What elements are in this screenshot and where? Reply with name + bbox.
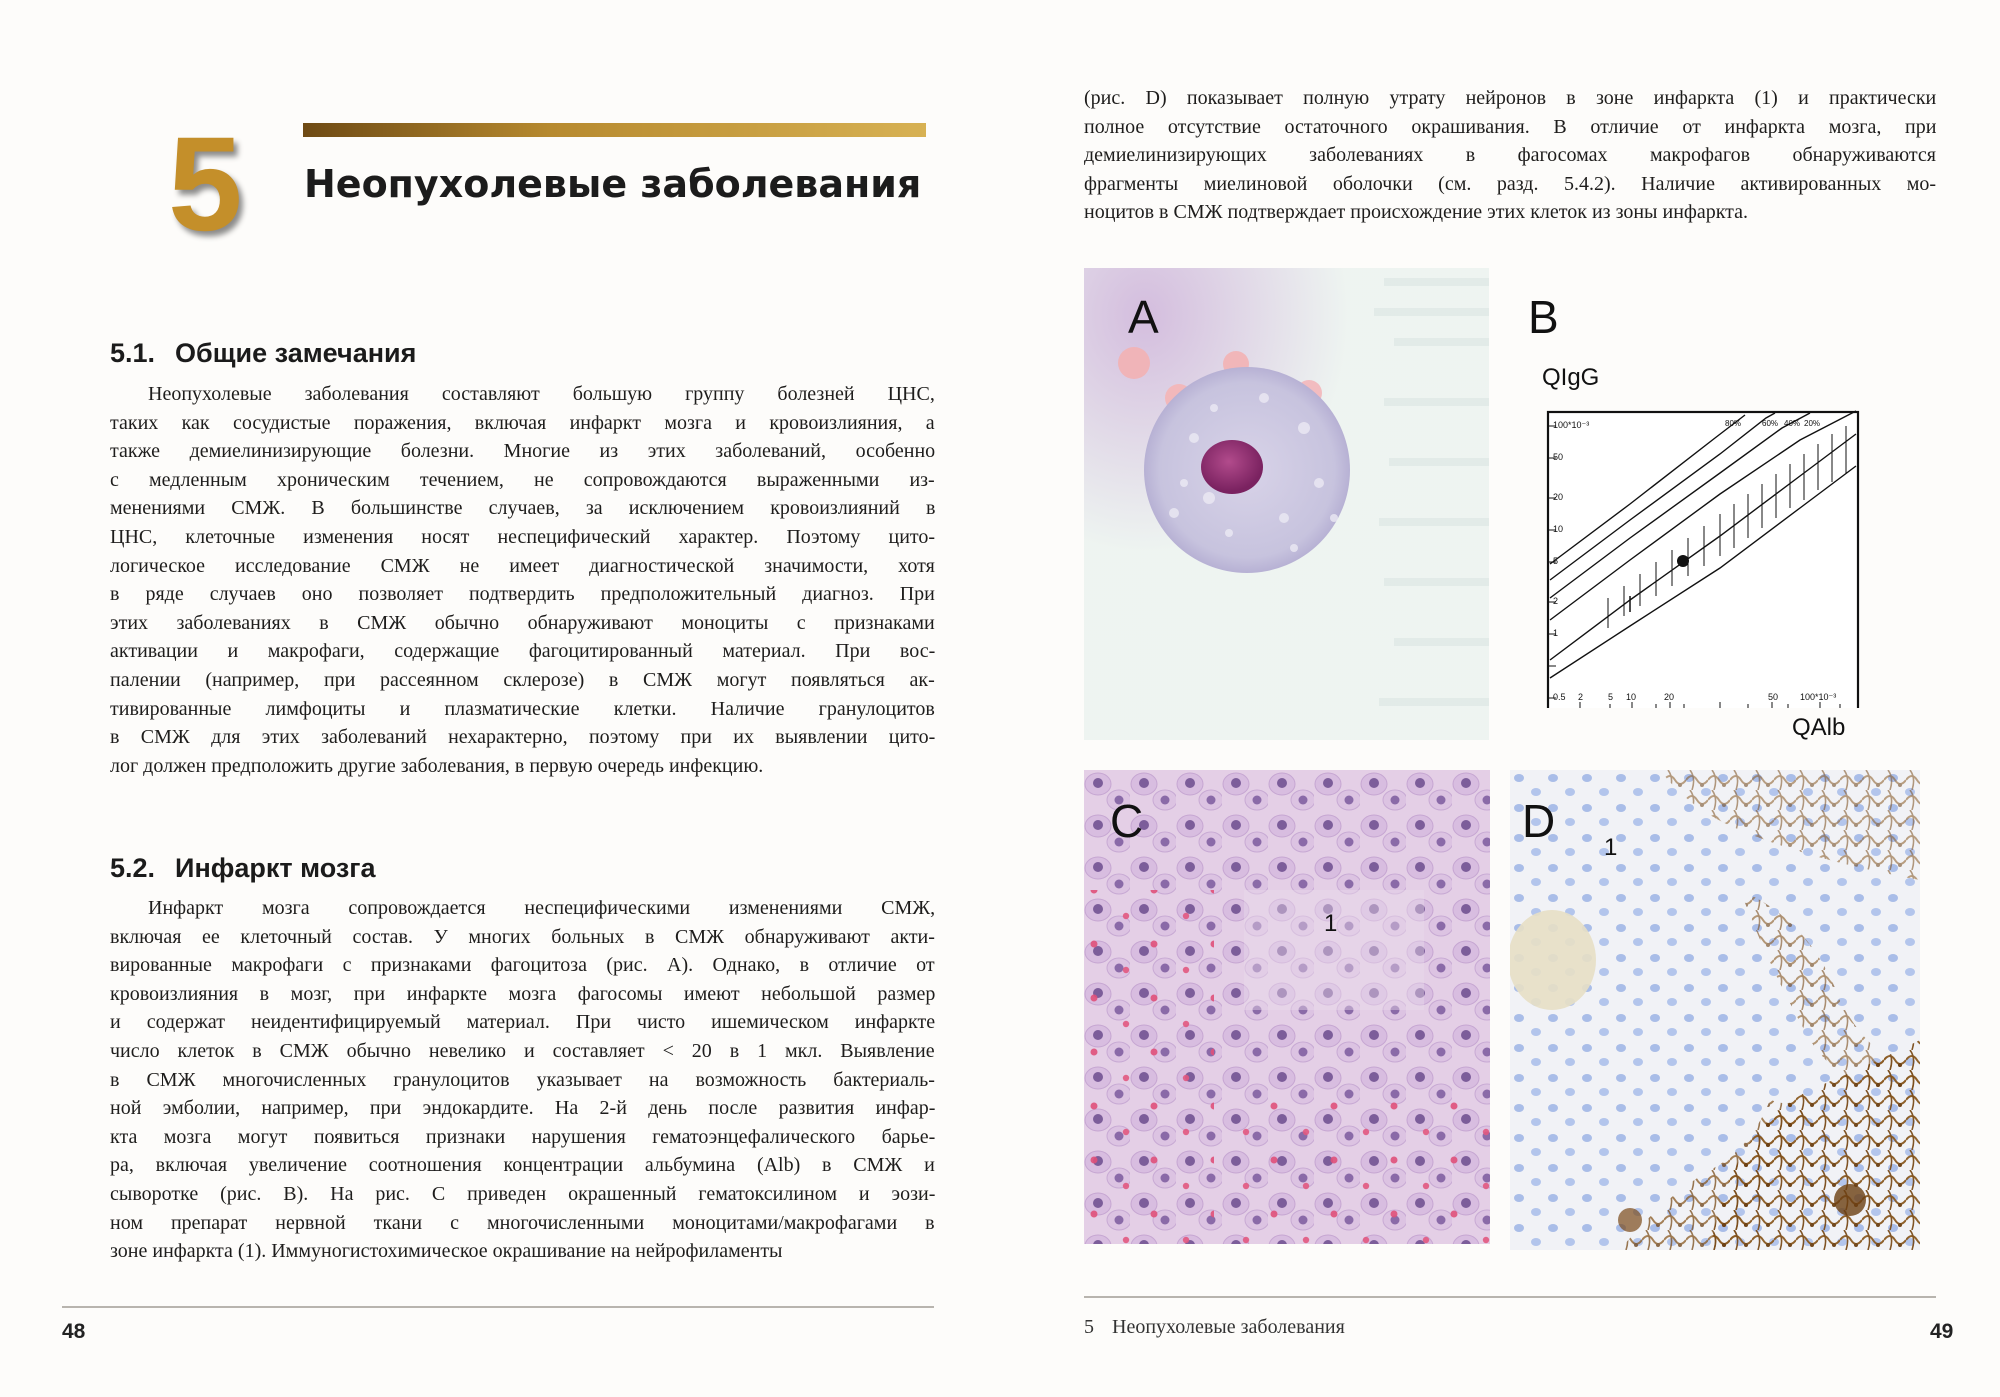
curve-label: 80%	[1725, 419, 1742, 428]
panel-letter: A	[1128, 291, 1159, 343]
page-number: 48	[62, 1320, 86, 1343]
curve-label: 20%	[1804, 419, 1821, 428]
right-page	[1000, 0, 2000, 1397]
x-tick-label: 20	[1664, 692, 1675, 702]
y-tick-label: 1	[1553, 628, 1559, 638]
text-line: палении (например, при рассеянном склерозе) в СМЖ могут появляться ак-	[110, 669, 935, 691]
section-heading-5-1	[110, 338, 416, 369]
text-line: сыворотке (рис. В). На рис. С приведен окрашенный гематоксилином и эози-	[110, 1183, 936, 1205]
text-line: лог должен предположить другие заболевания, в первую очередь инфекцию.	[110, 754, 764, 777]
section-number: 5.1.	[110, 338, 156, 368]
section-title: Общие замечания	[175, 338, 417, 368]
x-tick-label: 5	[1608, 692, 1614, 702]
running-head-number: 5	[1084, 1316, 1094, 1338]
he-histology-micrograph	[1084, 770, 1490, 1244]
x-tick-label: 10	[1626, 692, 1637, 702]
text-line: вированные макрофаги с признаками фагоцитоза (рис. А). Однако, в отличие от	[110, 954, 935, 977]
y-tick-label: 5	[1553, 556, 1559, 566]
section-heading-5-2	[110, 853, 376, 884]
text-line: включая ее клеточный состав. У многих больных в СМЖ обнаруживают акти-	[110, 925, 935, 948]
text-line: менениями СМЖ. В большинстве случаев, за исключением кровоизлияний в	[110, 497, 936, 520]
text-line: активации и макрофаги, содержащие фагоцитированный материал. При вос-	[110, 640, 936, 663]
reibergram-chart	[1520, 268, 1920, 708]
text-line: логическое исследование СМЖ не имеет диагностической значимости, хотя	[110, 554, 935, 577]
text-line: полное отсутствие остаточного окрашивания. В отличие от инфаркта мозга, при	[1084, 115, 1937, 138]
curve-label: 40%	[1784, 419, 1801, 428]
text-line: зоне инфаркта (1). Иммуногистохимическое окрашивание на нейрофиламенты	[110, 1240, 783, 1263]
text-line: ной эмболии, например, при эндокардите. На 2-й день после развития инфар-	[110, 1097, 936, 1120]
footer-rule	[62, 1306, 934, 1308]
y-tick-label: 10	[1553, 524, 1564, 534]
text-line: тивированные лимфоциты и плазматические клетки. Наличие гранулоцитов	[110, 697, 935, 720]
text-line: число клеток в СМЖ обычно невелико и составляет < 20 в 1 мкл. Выявление	[110, 1040, 935, 1062]
section-title: Инфаркт мозга	[175, 853, 376, 883]
text-line: ра, включая увеличение соотношения концентрации альбумина (Alb) в СМЖ и	[110, 1154, 935, 1177]
y-axis-label: QIgG	[1542, 364, 1600, 391]
chapter-header-bar	[303, 123, 926, 137]
figure-panel-d	[1510, 770, 1920, 1250]
text-line: Неопухолевые заболевания составляют большую группу болезней ЦНС,	[148, 383, 935, 405]
figure-panel-c	[1084, 770, 1490, 1244]
section-number: 5.2.	[110, 853, 156, 883]
ihc-neurofilament-micrograph	[1510, 770, 1920, 1250]
x-tick-label: 100*10⁻³	[1800, 692, 1837, 702]
y-tick-label: 2	[1553, 596, 1559, 606]
y-tick-label: 100*10⁻³	[1553, 420, 1590, 430]
running-head	[1084, 1316, 1345, 1339]
panel-letter: B	[1528, 291, 1559, 343]
x-tick-label: 50	[1768, 692, 1779, 702]
text-line: и содержат неидентифицируемый материал. При чисто ишемическом инфаркте	[110, 1011, 936, 1034]
text-line: демиелинизирующих заболеваниях в фагосомах макрофагов обнаруживаются	[1084, 144, 1936, 167]
panel-letter: C	[1110, 795, 1144, 847]
chapter-number: 5	[168, 110, 243, 259]
text-line: кта мозга могут появиться признаки нарушения гематоэнцефалического барье-	[110, 1125, 936, 1148]
patient-data-point	[1677, 555, 1689, 567]
text-line: ЦНС, клеточные изменения носят неспецифический характер. Поэтому цито-	[110, 526, 936, 548]
text-line: ноцитов в СМЖ подтверждает происхождение этих клеток из зоны инфаркта.	[1084, 201, 1749, 224]
text-line: в СМЖ для этих заболеваний нехарактерно, поэтому при их выявлении цито-	[110, 726, 936, 749]
infarct-zone-marker: 1	[1324, 910, 1338, 937]
text-line: также демиелинизирующие болезни. Многие из этих заболеваний, особенно	[110, 440, 936, 463]
figure-panel-b	[1520, 268, 1920, 740]
text-line: таких как сосудистые поражения, включая инфаркт мозга и кровоизлияния, а	[110, 411, 935, 434]
text-line: в ряде случаев оно позволяет подтвердить предположительный диагноз. При	[110, 583, 935, 606]
running-head-title: Неопухолевые заболевания	[1112, 1316, 1345, 1338]
text-line: ном препарат нервной ткани с многочисленными моноцитами/макрофагами в	[110, 1211, 935, 1234]
page-number: 49	[1930, 1320, 1954, 1343]
footer-rule	[1084, 1296, 1936, 1298]
text-line: этих заболеваниях в СМЖ обычно обнаруживают моноциты с признаками	[110, 611, 935, 634]
panel-letter: D	[1522, 795, 1556, 847]
text-line: в СМЖ многочисленных гранулоцитов указывает на возможность бактериаль-	[110, 1068, 935, 1091]
x-axis-label: QAlb	[1792, 714, 1846, 740]
text-line: фрагменты миелиновой оболочки (см. разд. 5.4.2). Наличие активированных мо-	[1084, 172, 1937, 195]
text-line: (рис. D) показывает полную утрату нейронов в зоне инфаркта (1) и практически	[1084, 87, 1937, 109]
infarct-zone-marker: 1	[1604, 834, 1618, 861]
y-tick-label: 20	[1553, 492, 1564, 502]
chapter-title: Неопухолевые заболевания	[304, 162, 922, 206]
text-line: с медленным хроническим течением, не сопровождаются выраженными из-	[110, 468, 935, 491]
text-line: кровоизлияния в мозг, при инфаркте мозга фагосомы имеют небольшой размер	[110, 982, 936, 1005]
x-tick-label: 2	[1578, 692, 1584, 702]
curve-label: 60%	[1762, 419, 1779, 428]
text-line: Инфаркт мозга сопровождается неспецифическими изменениями СМЖ,	[148, 897, 936, 919]
y-tick-label: 50	[1553, 452, 1564, 462]
figure-panel-a	[1084, 268, 1489, 740]
y-tick-label: 0.5	[1553, 692, 1566, 702]
